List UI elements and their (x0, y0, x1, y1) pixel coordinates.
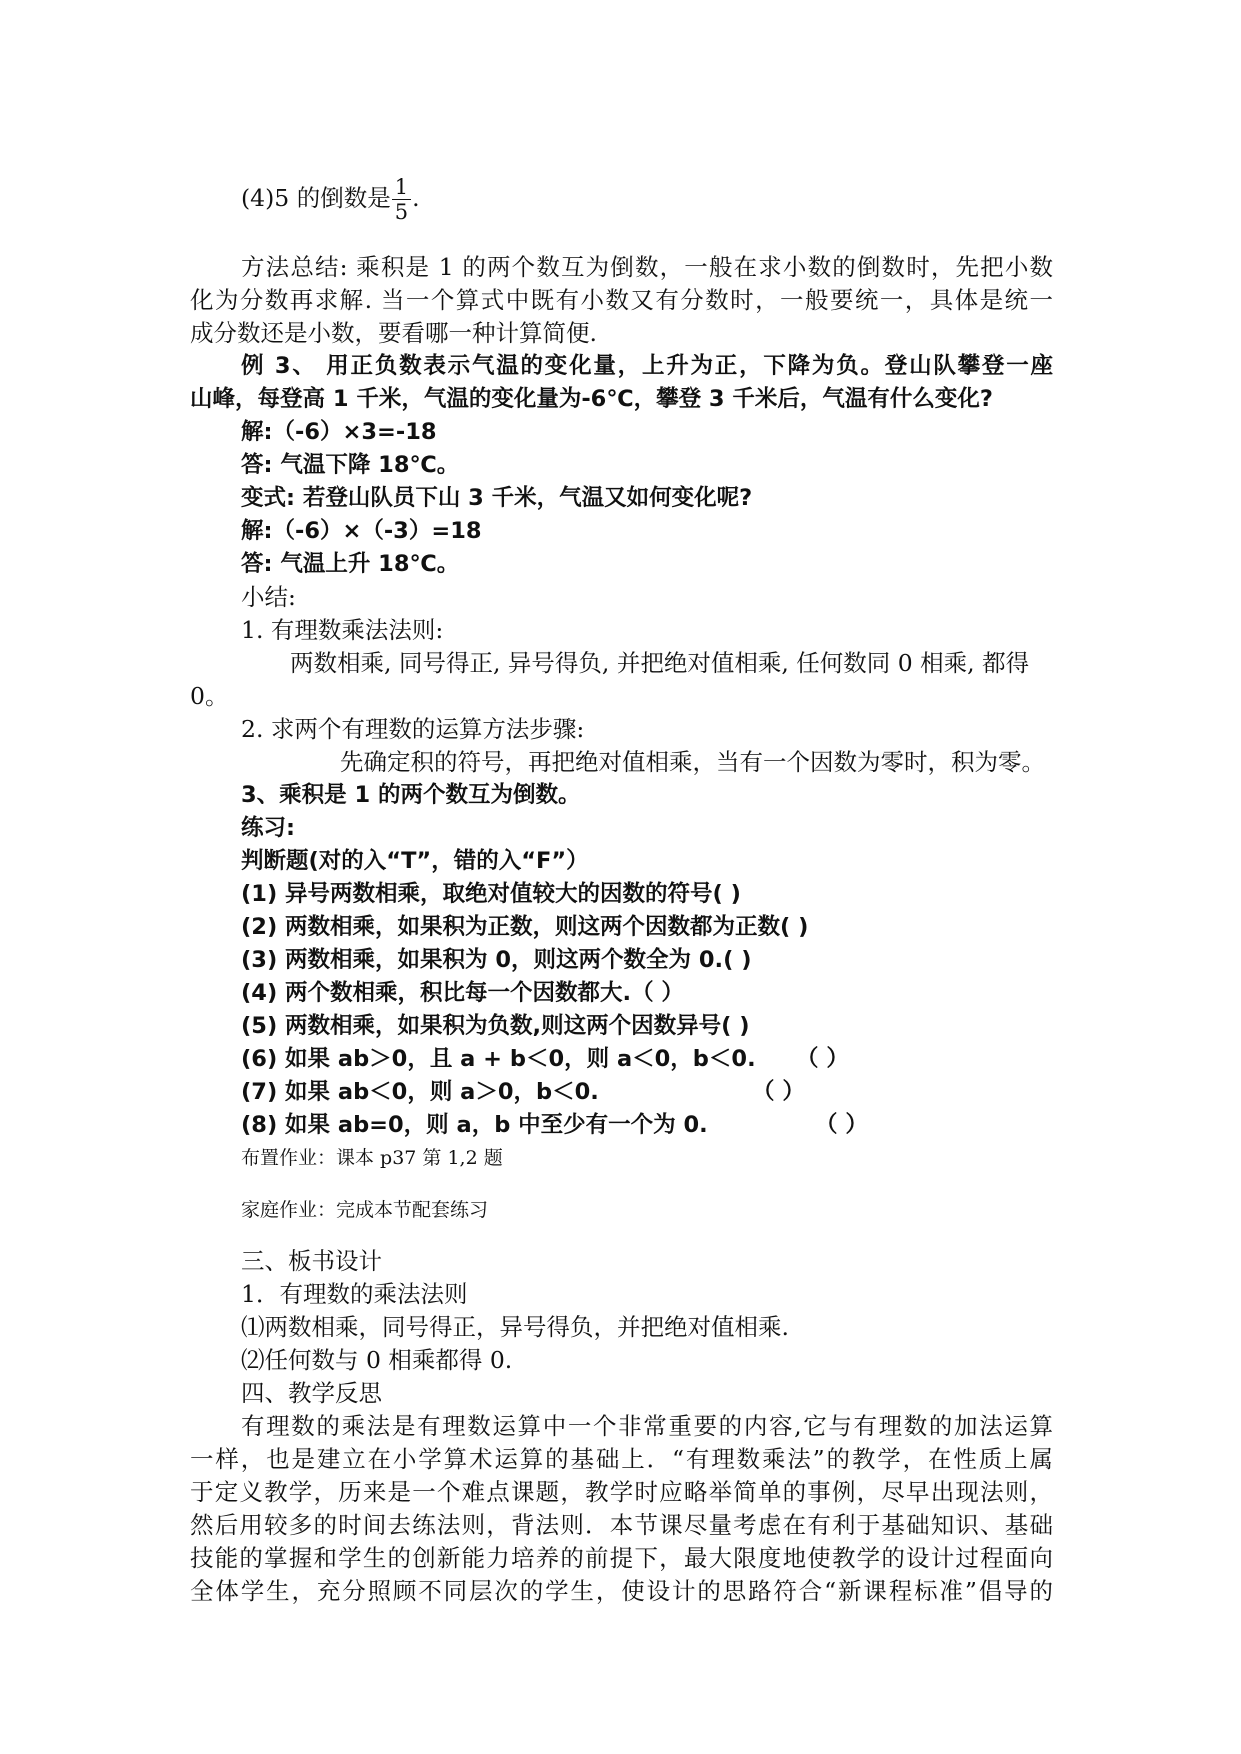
item4-prefix: (4)5 的倒数是 (241, 184, 391, 212)
reflection-line-6: 全体学生，充分照顾不同层次的学生，使设计的思路符合“新课程标准”倡导的 (190, 1577, 1053, 1605)
method-line-2: 化为分数再求解. 当一个算式中既有小数又有分数时，一般要统一，具体是统一 (190, 286, 1053, 314)
judge-item-3: (3) 两数相乘，如果积为 0，则这两个数全为 0.( ) (241, 947, 752, 973)
judge-item-6: (6) 如果 ab＞0，且 a + b＜0，则 a＜0，b＜0. (241, 1046, 756, 1072)
judge-item-8: (8) 如果 ab=0，则 a，b 中至少有一个为 0. (241, 1112, 708, 1138)
example3-answer-1: 答: 气温下降 18℃。 (241, 452, 460, 478)
judge-item-5: (5) 两数相乘，如果积为负数,则这两个因数异号( ) (241, 1013, 750, 1039)
summary-rule2-body: 先确定积的符号，再把绝对值相乘，当有一个因数为零时，积为零。 (340, 748, 1045, 776)
judge-item-1: (1) 异号两数相乘，取绝对值较大的因数的符号( ) (241, 881, 741, 907)
board-rule-2: ⑵任何数与 0 相乘都得 0. (241, 1346, 513, 1374)
method-line-3: 成分数还是小数，要看哪一种计算简便. (190, 319, 597, 347)
judge-title: 判断题(对的入“T”，错的入“F”） (241, 848, 589, 874)
reflection-title: 四、教学反思 (241, 1379, 382, 1407)
board-title: 三、板书设计 (241, 1247, 382, 1275)
judge-item-6-blank: （ ） (796, 1046, 849, 1072)
reflection-line-5: 技能的掌握和学生的创新能力培养的前提下，最大限度地使教学的设计过程面向 (190, 1544, 1053, 1572)
example3-solution-2: 解:（-6）×（-3）=18 (241, 518, 482, 544)
example3-answer-2: 答: 气温上升 18℃。 (241, 551, 460, 577)
reflection-line-1: 有理数的乘法是有理数运算中一个非常重要的内容,它与有理数的加法运算 (241, 1412, 1053, 1440)
summary-title: 小结: (241, 583, 296, 611)
item4-line (241, 170, 420, 226)
judge-item-7-blank: （ ） (752, 1079, 805, 1105)
reflection-line-4: 然后用较多的时间去练法则，背法则．本节课尽量考虑在有利于基础知识、基础 (190, 1511, 1053, 1539)
summary-rule1-body: 两数相乘, 同号得正, 异号得负, 并把绝对值相乘, 任何数同 0 相乘, 都得 (290, 649, 1030, 677)
fraction-denominator: 5 (394, 200, 409, 224)
board-subtitle: 1．有理数的乘法法则 (241, 1280, 468, 1308)
summary-rule1-title: 1. 有理数乘法法则: (241, 616, 444, 644)
board-rule-1: ⑴两数相乘，同号得正，异号得负，并把绝对值相乘. (241, 1313, 789, 1341)
reflection-line-3: 于定义教学，历来是一个难点课题，教学时应略举简单的事例，尽早出现法则， (190, 1478, 1053, 1506)
homework-family: 家庭作业：完成本节配套练习 (241, 1199, 489, 1221)
reflection-line-2: 一样，也是建立在小学算术运算的基础上．“有理数乘法”的教学，在性质上属 (190, 1445, 1053, 1473)
fraction-numerator: 1 (392, 175, 411, 200)
method-line-1: 方法总结: 乘积是 1 的两个数互为倒数，一般在求小数的倒数时，先把小数 (241, 253, 1053, 281)
judge-item-2: (2) 两数相乘，如果积为正数，则这两个因数都为正数( ) (241, 914, 809, 940)
example3-line-1: 例 3、 用正负数表示气温的变化量，上升为正，下降为负。登山队攀登一座 (241, 353, 1053, 379)
summary-rule3: 3、乘积是 1 的两个数互为倒数。 (241, 782, 581, 808)
judge-item-7: (7) 如果 ab＜0，则 a＞0，b＜0. (241, 1079, 599, 1105)
practice-title: 练习: (241, 815, 295, 841)
judge-item-8-blank: （ ） (815, 1112, 868, 1138)
summary-rule2-title: 2. 求两个有理数的运算方法步骤: (241, 715, 585, 743)
example3-solution-1: 解:（-6）×3=-18 (241, 419, 437, 445)
example3-line-2: 山峰，每登高 1 千米，气温的变化量为-6℃，攀登 3 千米后，气温有什么变化? (190, 386, 993, 412)
reciprocal-fraction (392, 175, 411, 224)
summary-rule1-end: 0。 (190, 682, 229, 710)
item4-suffix: . (412, 184, 420, 212)
example3-variant: 变式: 若登山队员下山 3 千米，气温又如何变化呢? (241, 485, 753, 511)
homework-assign: 布置作业：课本 p37 第 1,2 题 (241, 1147, 503, 1169)
judge-item-4: (4) 两个数相乘，积比每一个因数都大.（ ） (241, 980, 684, 1006)
